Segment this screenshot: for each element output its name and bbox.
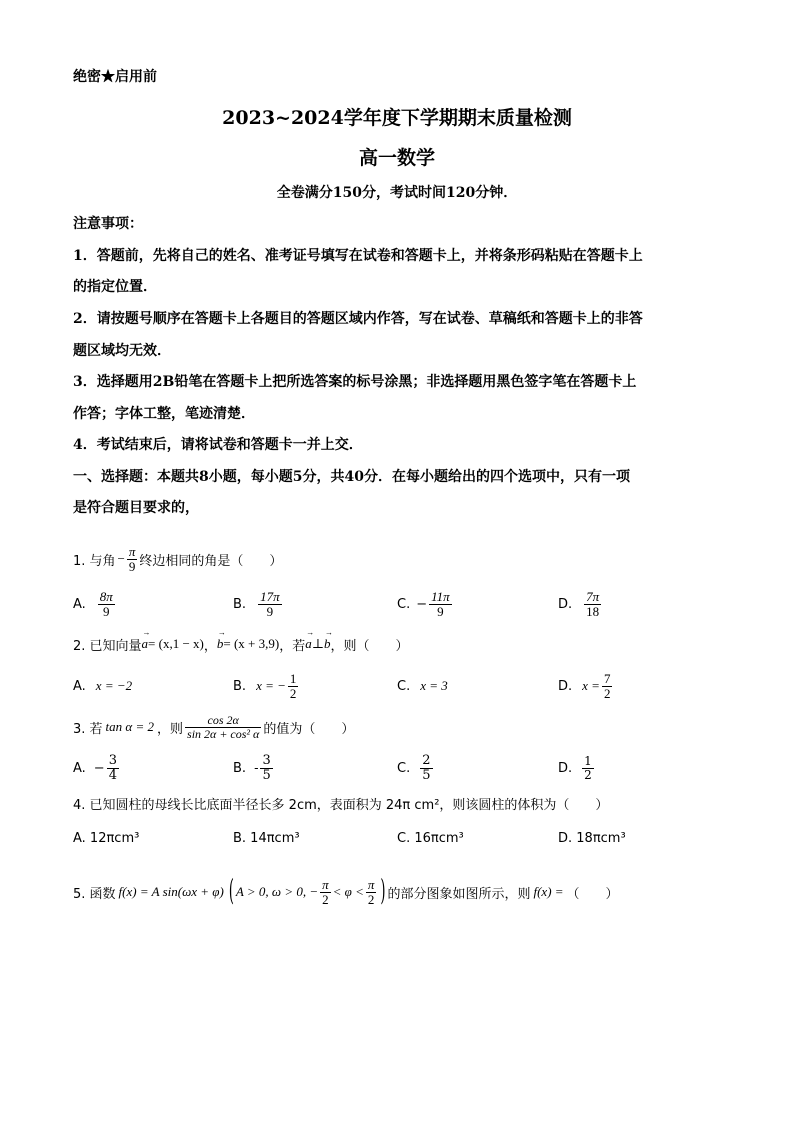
note-3-line-1: 3．选择题用2B铅笔在答题卡上把所选答案的标号涂黑；非选择题用黑色签字笔在答题卡上 bbox=[73, 374, 637, 390]
q2-option-b[interactable]: B. x = − $\frac{1}{2}$ bbox=[233, 670, 297, 701]
note-1-line-1: 1．答题前，先将自己的姓名、准考证号填写在试卷和答题卡上，并将条形码粘贴在答题卡上 bbox=[73, 248, 643, 264]
question-1 bbox=[73, 534, 282, 584]
q3-option-d[interactable]: D. $\frac{1}{2}$ bbox=[558, 753, 592, 782]
question-5: 5. 函数 f(x) = A sin(ωx + φ) ( A > 0, ω > 0, − $\frac{\pi}{2}$ < φ < $\frac{\pi}{2}$ ) 的部分图象如图所示，则 f(x) = （ ） bbox=[73, 875, 619, 909]
vector-b: → b bbox=[217, 636, 224, 652]
q4-option-a[interactable]: A. 12πcm³ bbox=[73, 831, 140, 846]
section-1-line-1: 一、选择题：本题共8小题，每小题5分，共40分．在每小题给出的四个选项中，只有一项 bbox=[73, 469, 630, 485]
note-2-line-1: 2．请按题号顺序在答题卡上各题目的答题区域内作答，写在试卷、草稿纸和答题卡上的非答 bbox=[73, 311, 643, 327]
q3-option-c[interactable]: C. $\frac{2}{5}$ bbox=[397, 752, 431, 783]
q1-option-b[interactable]: B. $\frac{17\pi}{9}$ bbox=[233, 588, 280, 619]
q4-option-b[interactable]: B. 14πcm³ bbox=[233, 831, 300, 846]
question-4: 4. 已知圆柱的母线长比底面半径长多 2cm，表面积为 24π cm²，则该圆柱的体积为（ ） bbox=[73, 798, 609, 813]
perp-symbol: ⊥ bbox=[311, 636, 324, 651]
right-paren: ) bbox=[380, 875, 386, 909]
question-2: 2. 已知向量 → a = (x,1 − x) ， → b = (x + 3,9) ，若 → a ⊥ → b ，则（ ） bbox=[73, 632, 408, 656]
q1-option-c[interactable]: C. − $\frac{11\pi}{9}$ bbox=[397, 588, 450, 619]
q3-condition: tan α = 2 bbox=[105, 719, 155, 734]
left-paren: ( bbox=[228, 875, 234, 909]
q1-suffix: 终边相同的角是（ ） bbox=[139, 553, 283, 569]
q2-option-d[interactable]: D. x = $\frac{7}{2}$ bbox=[558, 670, 611, 701]
q3-expression: $\frac{\cos 2\alpha}{\text{sin 2α + cos² α}}$ bbox=[187, 712, 260, 741]
question-3: 3. 若 tan α = 2 ，则 $\frac{\cos 2\alpha}{\text{sin 2α + cos² α}}$ 的值为（ ） bbox=[73, 712, 355, 741]
subject-title: 高一数学 bbox=[358, 147, 435, 169]
q1-prefix: 1. 与角 bbox=[73, 553, 116, 569]
section-1-line-2: 是符合题目要求的， bbox=[73, 500, 199, 516]
note-3-line-2: 作答；字体工整，笔迹清楚． bbox=[73, 406, 255, 422]
notes-heading: 注意事项： bbox=[73, 216, 143, 232]
q3-option-b[interactable]: B. - $\frac{3}{5}$ bbox=[233, 752, 271, 783]
q4-option-d[interactable]: D. 18πcm³ bbox=[558, 831, 626, 846]
note-1-line-2: 的指定位置． bbox=[73, 279, 157, 295]
exam-title: 2023~2024学年度下学期期末质量检测 bbox=[222, 107, 572, 129]
confidential-mark: 绝密★启用前 bbox=[73, 69, 157, 85]
note-2-line-2: 题区域均无效． bbox=[73, 343, 171, 359]
q4-option-c[interactable]: C. 16πcm³ bbox=[397, 831, 464, 846]
note-4: 4．考试结束后，请将试卷和答题卡一并上交． bbox=[73, 437, 363, 453]
q1-option-a[interactable]: A. $\frac{8\pi}{9}$ bbox=[73, 588, 113, 619]
q5-function: f(x) = A sin(ωx + φ) bbox=[118, 884, 224, 899]
vector-a: → a bbox=[142, 636, 149, 652]
q2-option-a[interactable]: A. x = −2 bbox=[73, 678, 133, 694]
exam-info: 全卷满分150分，考试时间120分钟． bbox=[276, 185, 518, 201]
q3-option-a[interactable]: A. − $\frac{3}{4}$ bbox=[73, 752, 117, 783]
q2-option-c[interactable]: C. x = 3 bbox=[397, 678, 448, 694]
q1-angle: $\frac{\pi}{9}$ bbox=[128, 543, 136, 574]
q1-option-d[interactable]: D. $\frac{7\pi}{18}$ bbox=[558, 588, 600, 619]
q1-angle-sign: − bbox=[117, 551, 125, 566]
